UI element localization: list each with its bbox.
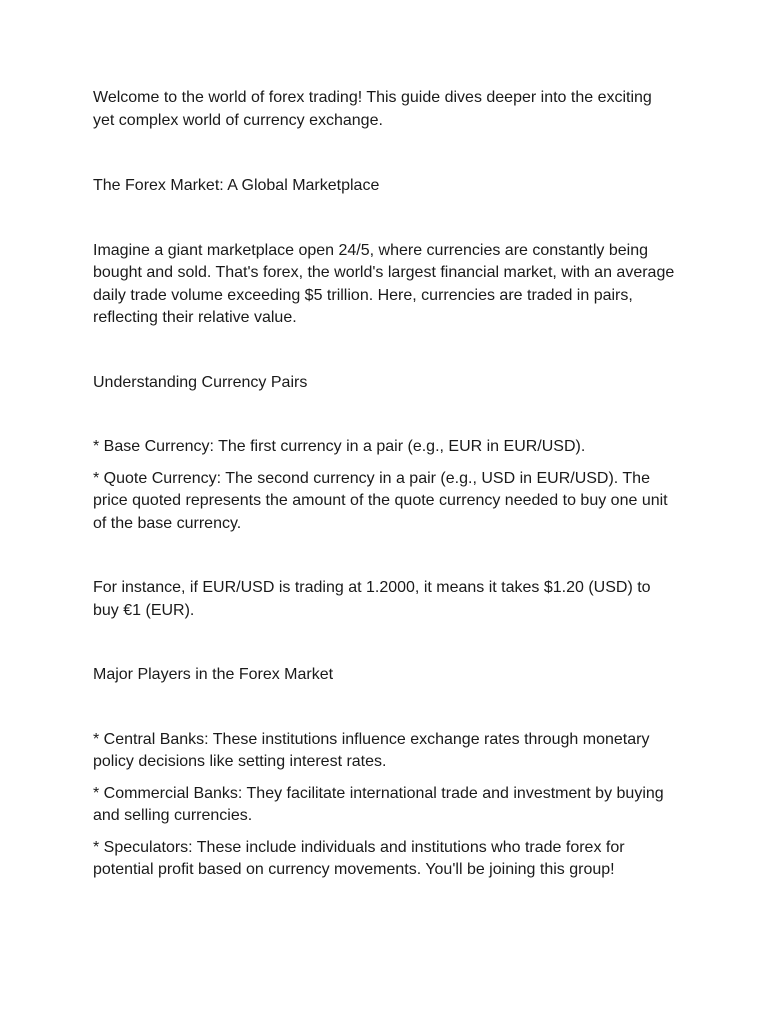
- bullet-central-banks: * Central Banks: These institutions influence exchange rates through monetary policy decisions like setting interest rates.: [93, 730, 650, 770]
- section-heading-major-players: Major Players in the Forex Market: [93, 666, 334, 683]
- bullet-commercial-banks: * Commercial Banks: They facilitate international trade and investment by buying and selling currencies.: [93, 784, 664, 824]
- bullet-speculators: * Speculators: These include individuals and institutions who trade forex for potential profit based on currency movements. You'll be joining this group!: [93, 838, 625, 878]
- section-body-forex-market: Imagine a giant marketplace open 24/5, where currencies are constantly being bought and sold. That's forex, the world's largest financial market, with an average daily trade volume exceeding $5 trillion. Here, currencies are traded in pairs, reflecting their relative value.: [93, 241, 675, 326]
- bullet-quote-currency: * Quote Currency: The second currency in a pair (e.g., USD in EUR/USD). The price quoted represents the amount of the quote currency needed to buy one unit of the base currency.: [93, 469, 668, 532]
- bullet-base-currency: * Base Currency: The first currency in a pair (e.g., EUR in EUR/USD).: [93, 438, 586, 455]
- intro-paragraph: Welcome to the world of forex trading! This guide dives deeper into the exciting yet complex world of currency exchange.: [93, 89, 652, 129]
- example-paragraph: For instance, if EUR/USD is trading at 1.2000, it means it takes $1.20 (USD) to buy €1 (EUR).: [93, 579, 651, 619]
- section-heading-currency-pairs: Understanding Currency Pairs: [93, 373, 308, 391]
- section-heading-forex-market: The Forex Market: A Global Marketplace: [93, 177, 380, 194]
